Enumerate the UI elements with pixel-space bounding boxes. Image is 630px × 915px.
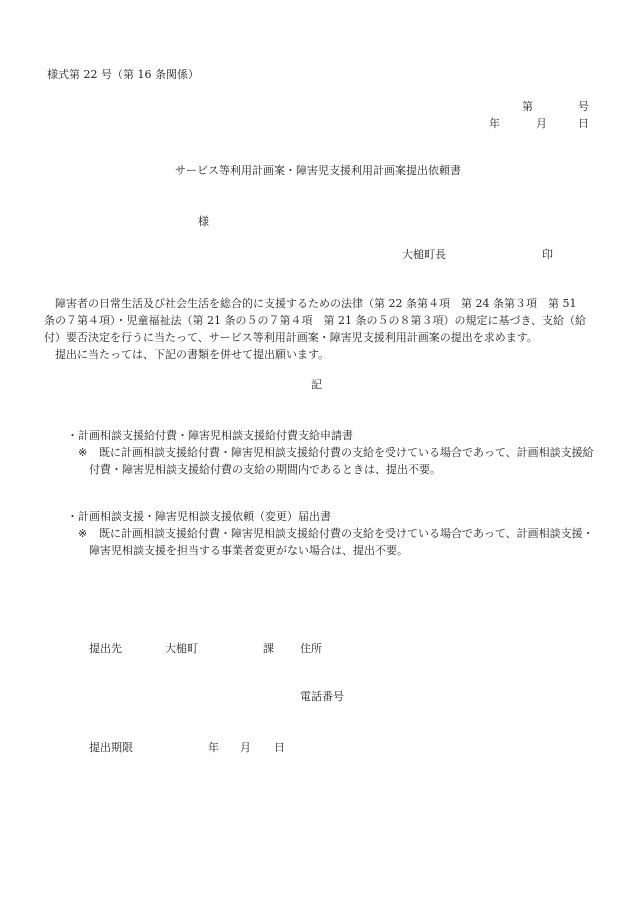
- deadline-month: 月: [240, 741, 251, 754]
- sender-name: 大槌町長: [402, 248, 446, 261]
- doc-number-go: 号: [578, 100, 589, 113]
- document-item-2-title: ・計画相談支援・障害児相談支援依頼（変更）届出書: [67, 510, 331, 523]
- document-title: サービス等利用計画案・障害児支援利用計画案提出依頼書: [175, 164, 461, 177]
- document-item-1-note-mark: ※: [78, 446, 88, 459]
- submission-town: 大槌町: [165, 642, 198, 655]
- submission-label: 提出先: [89, 642, 122, 655]
- document-item-2-note-line-2: 障害児相談支援を担当する事業者変更がない場合は、提出不要。: [89, 544, 408, 557]
- submission-ka: 課: [263, 642, 274, 655]
- ki-heading: 記: [311, 378, 322, 391]
- document-item-2-note-mark: ※: [78, 527, 88, 540]
- document-item-1-note-line-2: 付費・障害児相談支援給付費の支給の期間内であるときは、提出不要。: [89, 463, 441, 476]
- deadline-year: 年: [208, 741, 219, 754]
- submission-address-label: 住所: [300, 642, 322, 655]
- seal-mark: 印: [542, 248, 553, 261]
- deadline-day: 日: [274, 741, 285, 754]
- recipient-honorific: 様: [198, 215, 209, 228]
- submission-phone-label: 電話番号: [300, 690, 344, 703]
- body-paragraph-2: 提出に当たっては、下記の書類を併せて提出願います。: [55, 348, 330, 361]
- document-item-1-title: ・計画相談支援給付費・障害児相談支援給付費支給申請書: [67, 429, 353, 442]
- document-item-2-note-line-1: 既に計画相談支援給付費・障害児相談支援給付費の支給を受けている場合であって、計画相談支援・: [99, 527, 594, 540]
- doc-number-dai: 第: [522, 100, 533, 113]
- body-paragraph-1: 障害者の日常生活及び社会生活を総合的に支援するための法律（第 22 条第４項 第 24 条第３項 第 51 条の７第４項）・児童福祉法（第 21 条の５の７第４項 第 21 条の５の８第３項）の規定に基づき、支給（給付）要否決定を行うに当たって、サービス等利用計画案・障害児支援利用計画案の提出を求めます。: [44, 297, 587, 344]
- date-year: 年: [489, 117, 500, 130]
- date-day: 日: [578, 117, 589, 130]
- date-month: 月: [536, 117, 547, 130]
- deadline-label: 提出期限: [89, 741, 133, 754]
- document-item-1-note-line-1: 既に計画相談支援給付費・障害児相談支援給付費の支給を受けている場合であって、計画相談支援給: [99, 446, 594, 459]
- form-number: 様式第 22 号（第 16 条関係）: [47, 68, 199, 81]
